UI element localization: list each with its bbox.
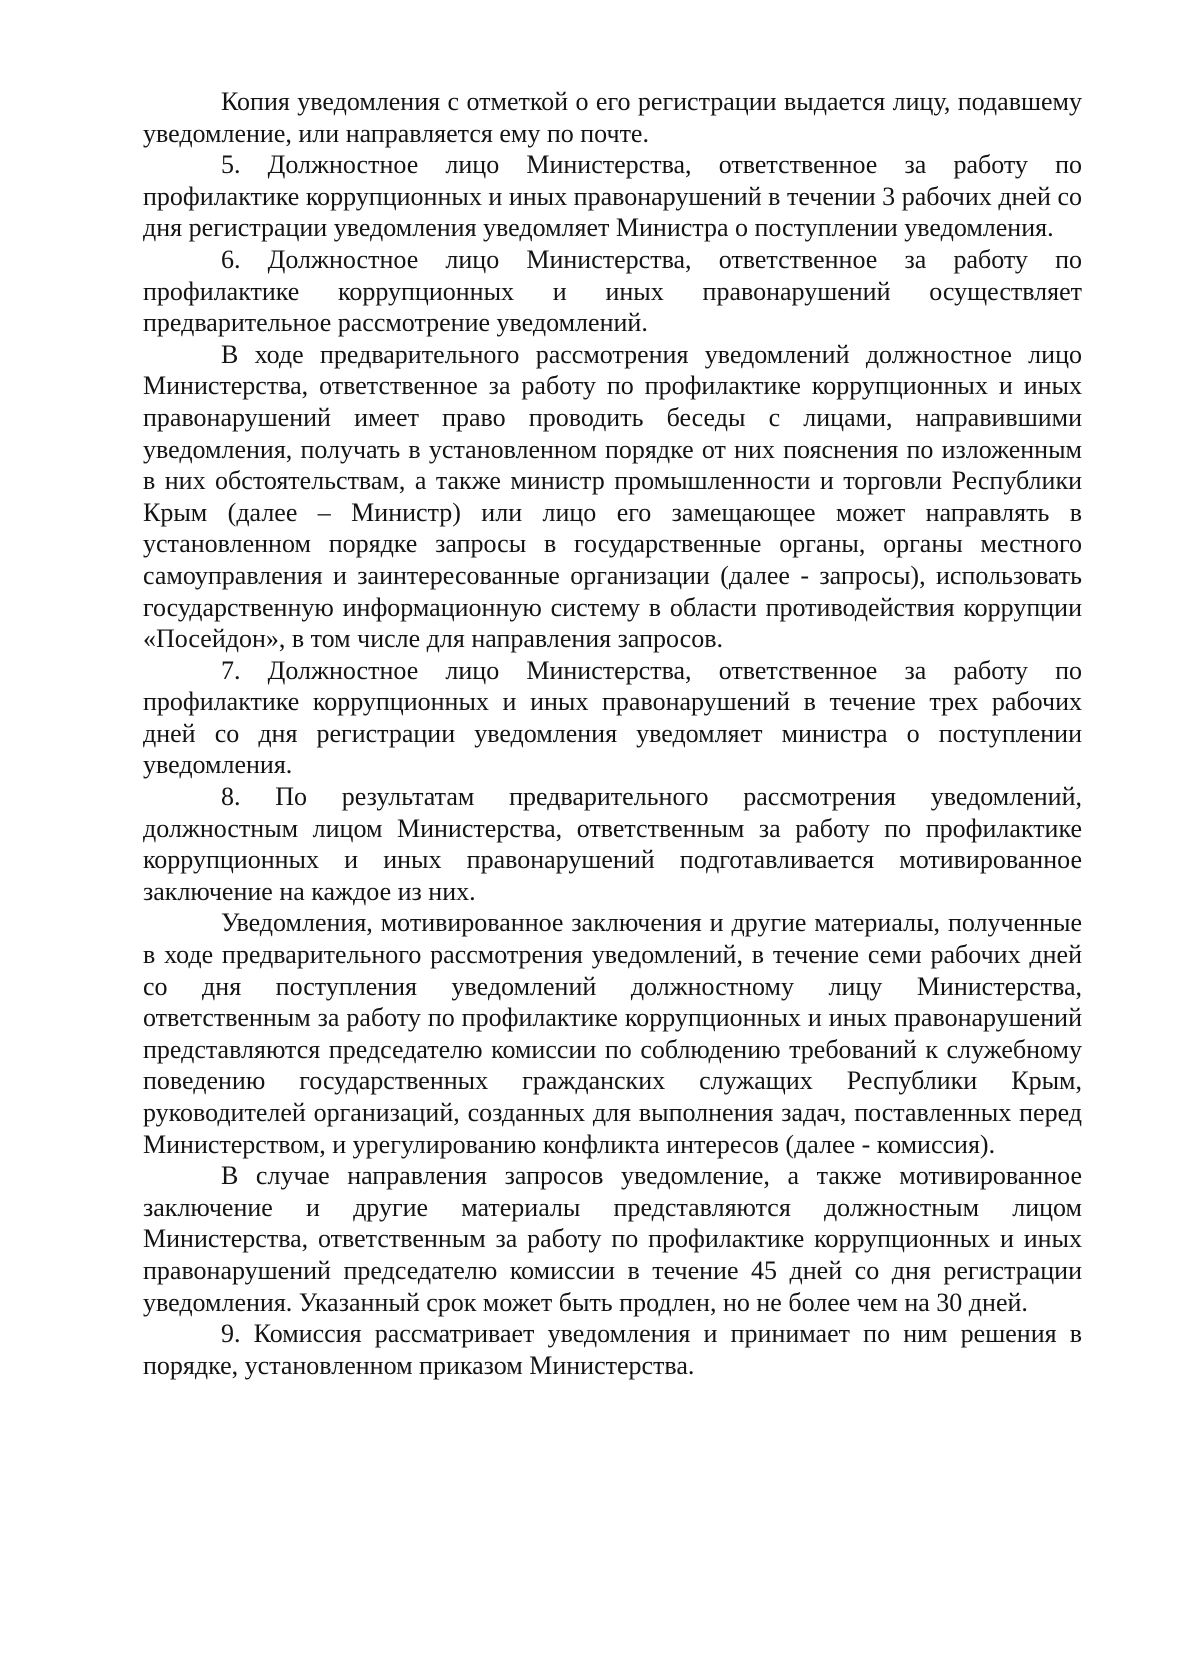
paragraph-item-7: 7. Должностное лицо Министерства, ответственное за работу по профилактике коррупционных и иных правонарушений в течение трех рабочих дней со дня регистрации уведомления уведомляет министра о поступлении уведомления. [143, 655, 1082, 780]
paragraph-preliminary-review: В ходе предварительного рассмотрения уведомлений должностное лицо Министерства, ответственное за работу по профилактике коррупционных и иных правонарушений имеет право проводить беседы с лицами, направившими уведомления, получать в установленном порядке от них пояснения по изложенным в них обстоятельствам, а также министр промышленности и торговли Республики Крым (далее – Министр) или лицо его замещающее может направлять в установленном порядке запросы в государственные органы, органы местного самоуправления и заинтересованные организации (далее - запросы), использовать государственную информационную систему в области противодействия коррупции «Посейдон», в том числе для направления запросов. [143, 339, 1082, 654]
paragraph-requests-deadline: В случае направления запросов уведомление, а также мотивированное заключение и другие материалы представляются должностным лицом Министерства, ответственным за работу по профилактике коррупционных и иных правонарушений председателю комиссии в течение 45 дней со дня регистрации уведомления. Указанный срок может быть продлен, но не более чем на 30 дней. [143, 1161, 1082, 1317]
paragraph-copy-notice: Копия уведомления с отметкой о его регистрации выдается лицу, подавшему уведомление, или направляется ему по почте. [143, 87, 1082, 148]
document-page [143, 86, 1082, 1381]
paragraph-item-9: 9. Комиссия рассматривает уведомления и принимает по ним решения в порядке, установленном приказом Министерства. [143, 1319, 1082, 1380]
paragraph-item-6: 6. Должностное лицо Министерства, ответственное за работу по профилактике коррупционных и иных правонарушений осуществляет предварительное рассмотрение уведомлений. [143, 244, 1082, 338]
paragraph-item-8: 8. По результатам предварительного рассмотрения уведомлений, должностным лицом Министерства, ответственным за работу по профилактике коррупционных и иных правонарушений подготавливается мотивированное заключение на каждое из них. [143, 782, 1082, 906]
paragraph-item-5: 5. Должностное лицо Министерства, ответственное за работу по профилактике коррупционных и иных правонарушений в течении 3 рабочих дней со дня регистрации уведомления уведомляет Министра о поступлении уведомления. [143, 150, 1082, 243]
paragraph-materials-submission: Уведомления, мотивированное заключения и другие материалы, полученные в ходе предварительного рассмотрения уведомлений, в течение семи рабочих дней со дня поступления уведомлений должностному лицу Министерства, ответственным за работу по профилактике коррупционных и иных правонарушений представляются председателю комиссии по соблюдению требований к служебному поведению государственных гражданских служащих Республики Крым, руководителей организаций, созданных для выполнения задач, поставленных перед Министерством, и урегулированию конфликта интересов (далее - комиссия). [143, 908, 1082, 1159]
